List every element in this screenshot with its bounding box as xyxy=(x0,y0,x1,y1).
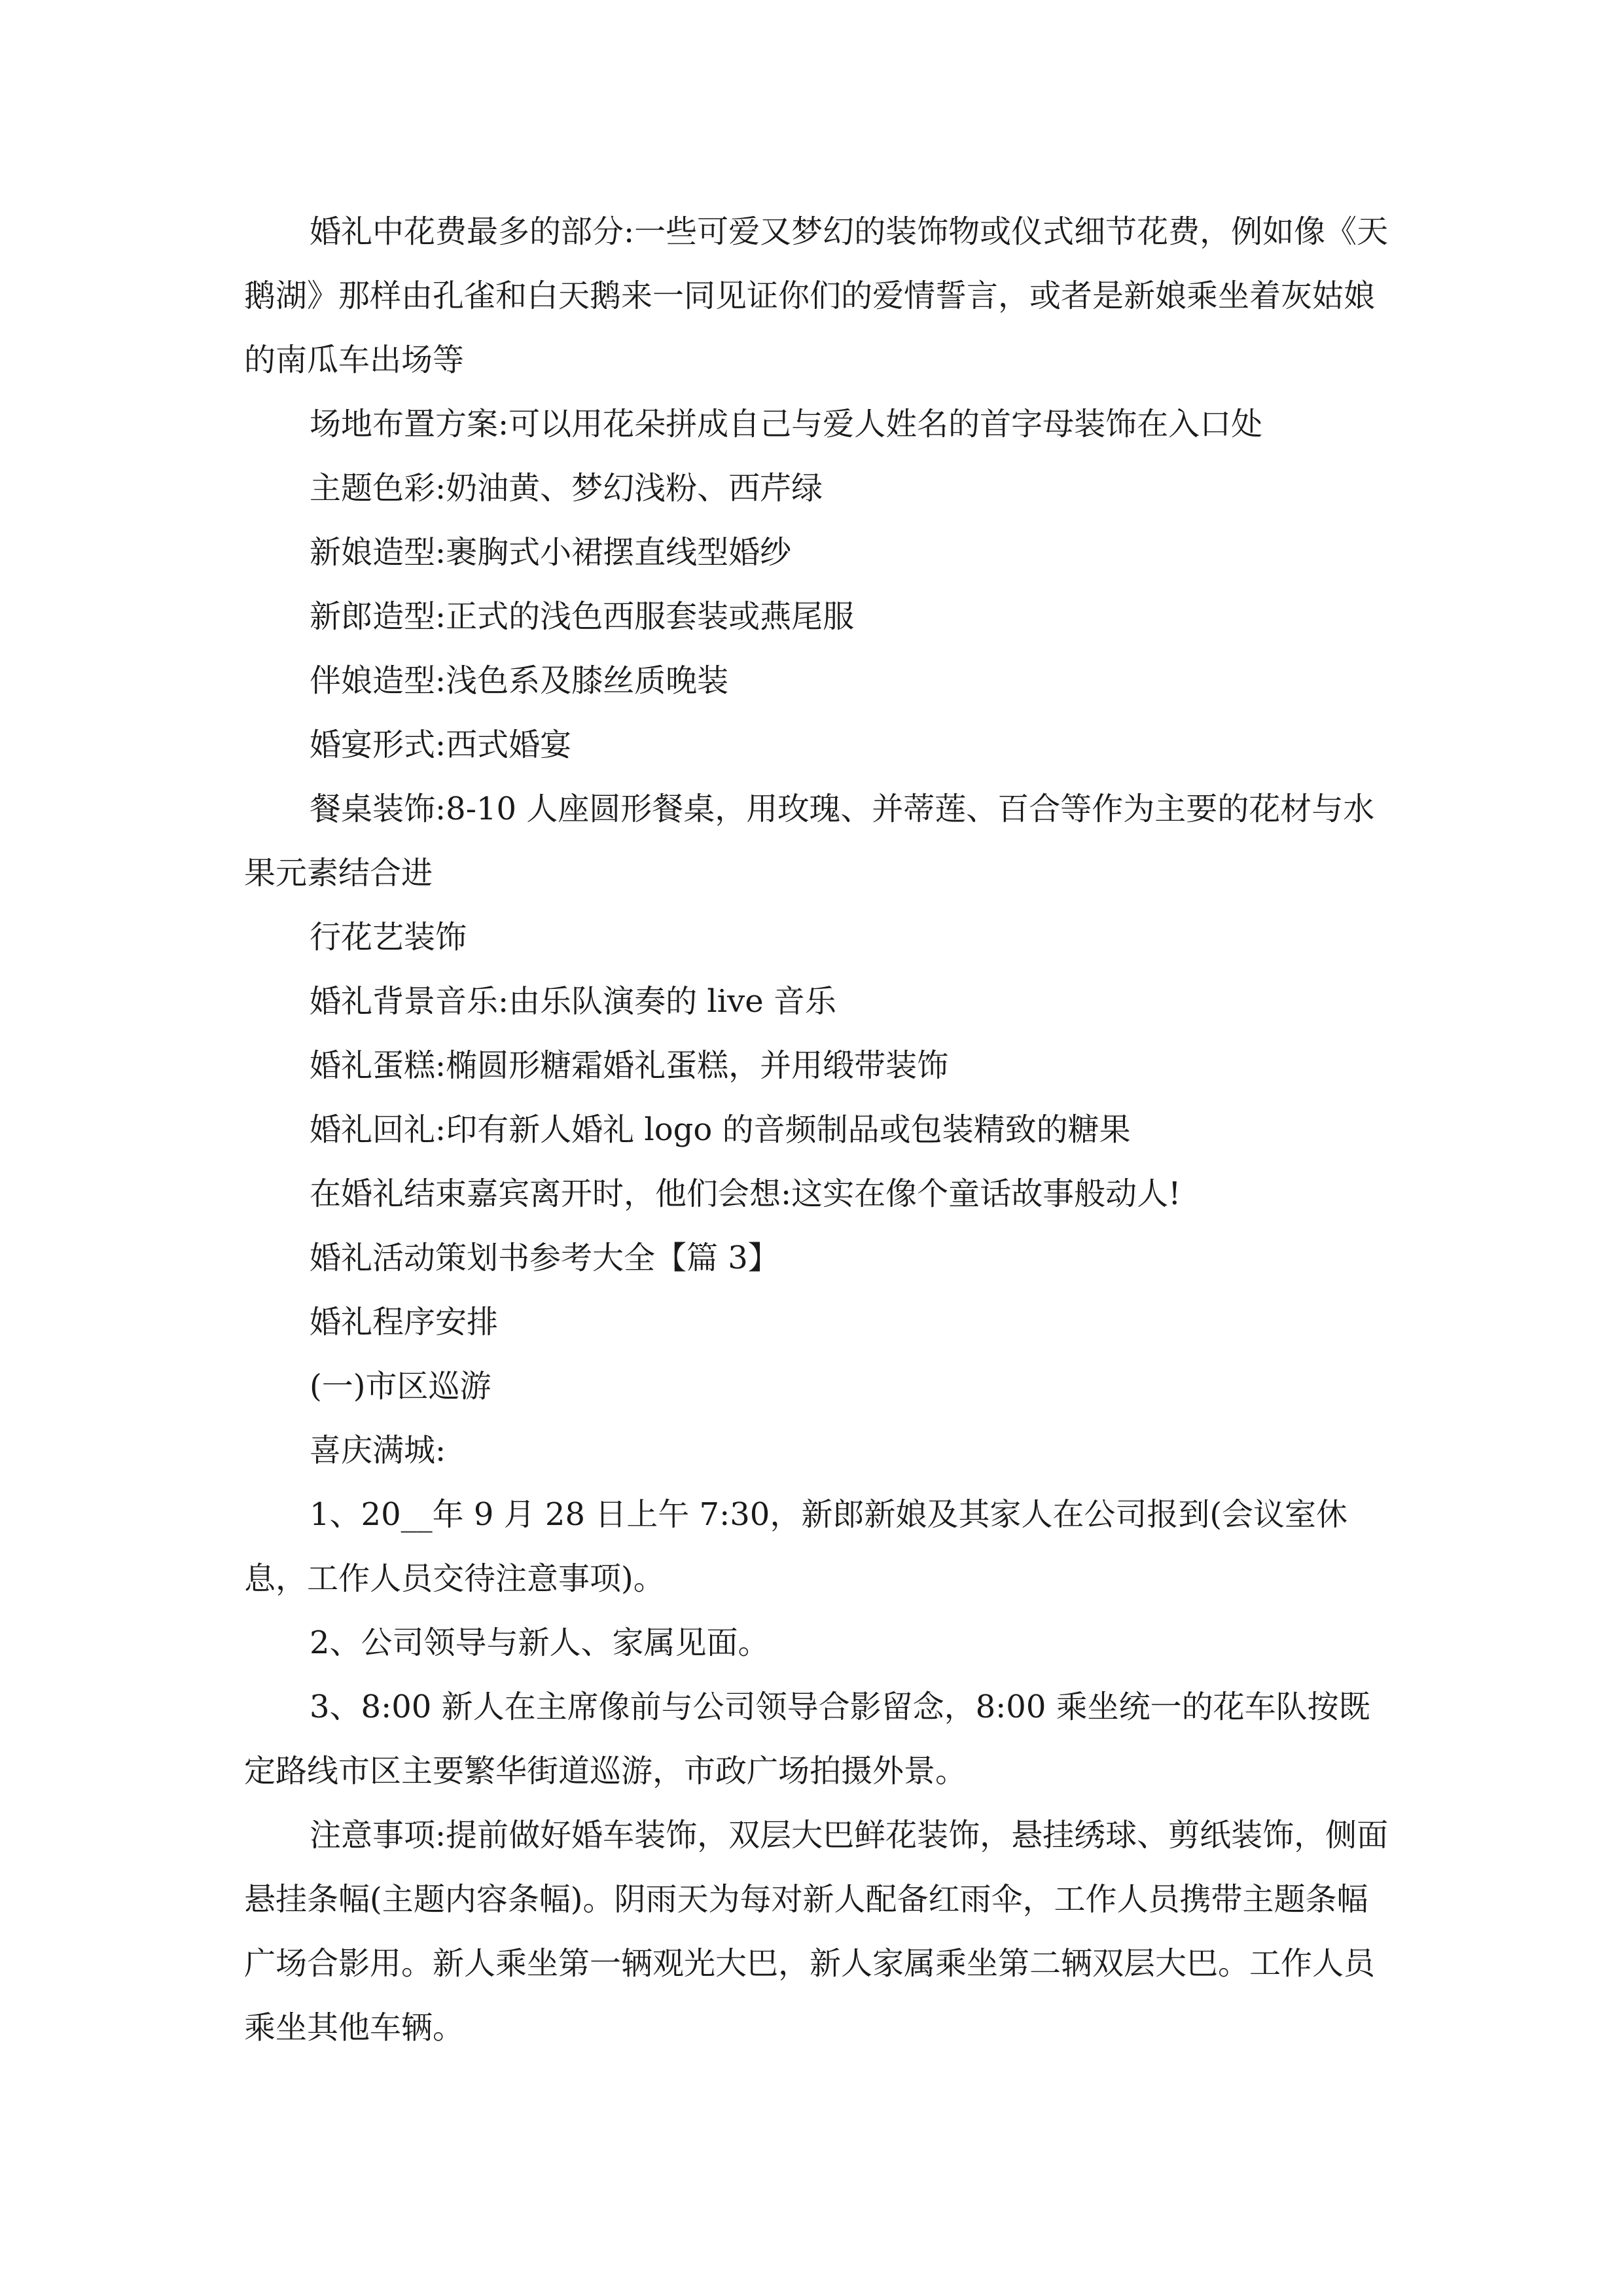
heading-festive-city: 喜庆满城: xyxy=(310,1432,446,1469)
paragraph-guest-impression: 在婚礼结束嘉宾离开时，他们会想:这实在像个童话故事般动人! xyxy=(310,1175,1181,1212)
paragraph-wedding-cake: 婚礼蛋糕:椭圆形糖霜婚礼蛋糕，并用缎带装饰 xyxy=(310,1047,949,1084)
paragraph-return-gifts: 婚礼回礼:印有新人婚礼 logo 的音频制品或包装精致的糖果 xyxy=(310,1111,1131,1148)
heading-program-schedule: 婚礼程序安排 xyxy=(310,1304,499,1340)
paragraph-notes: 注意事项:提前做好婚车装饰，双层大巴鲜花装饰，悬挂绣球、剪纸装饰，侧面悬挂条幅(主题内容条幅)。阴雨天为每对新人配备红雨伞，工作人员携带主题条幅广场合影用。新人乘坐第一辆观光大巴，新人家属乘坐第二辆双层大巴。工作人员乘坐其他车辆。 xyxy=(244,1817,1389,2046)
paragraph-floral-decor: 行花艺装饰 xyxy=(310,919,467,956)
list-item-2: 2、公司领导与新人、家属见面。 xyxy=(310,1624,770,1661)
heading-city-tour: (一)市区巡游 xyxy=(310,1368,491,1405)
paragraph-table-decor: 餐桌装饰:8-10 人座圆形餐桌，用玫瑰、并蒂莲、百合等作为主要的花材与水果元素结合进 xyxy=(244,791,1375,891)
list-item-1: 1、20__年 9 月 28 日上午 7:30，新郎新娘及其家人在公司报到(会议室休息，工作人员交待注意事项)。 xyxy=(244,1496,1348,1597)
paragraph-bride-style: 新娘造型:裹胸式小裙摆直线型婚纱 xyxy=(310,534,792,571)
paragraph-wedding-cost: 婚礼中花费最多的部分:一些可爱又梦幻的装饰物或仪式细节花费，例如像《天鹅湖》那样由孔雀和白天鹅来一同见证你们的爱情誓言，或者是新娘乘坐着灰姑娘的南瓜车出场等 xyxy=(244,213,1389,378)
paragraph-groom-style: 新郎造型:正式的浅色西服套装或燕尾服 xyxy=(310,598,855,635)
paragraph-background-music: 婚礼背景音乐:由乐队演奏的 live 音乐 xyxy=(310,983,836,1020)
section-heading-part3: 婚礼活动策划书参考大全【篇 3】 xyxy=(310,1240,779,1276)
paragraph-banquet-form: 婚宴形式:西式婚宴 xyxy=(310,726,572,763)
list-item-3: 3、8:00 新人在主席像前与公司领导合影留念，8:00 乘坐统一的花车队按既定路线市区主要繁华街道巡游，市政广场拍摄外景。 xyxy=(244,1689,1370,1789)
paragraph-venue-layout: 场地布置方案:可以用花朵拼成自己与爱人姓名的首字母装饰在入口处 xyxy=(310,406,1263,442)
paragraph-theme-colors: 主题色彩:奶油黄、梦幻浅粉、西芹绿 xyxy=(310,470,823,507)
document-body xyxy=(244,200,1396,2060)
paragraph-bridesmaid-style: 伴娘造型:浅色系及膝丝质晚装 xyxy=(310,662,729,699)
